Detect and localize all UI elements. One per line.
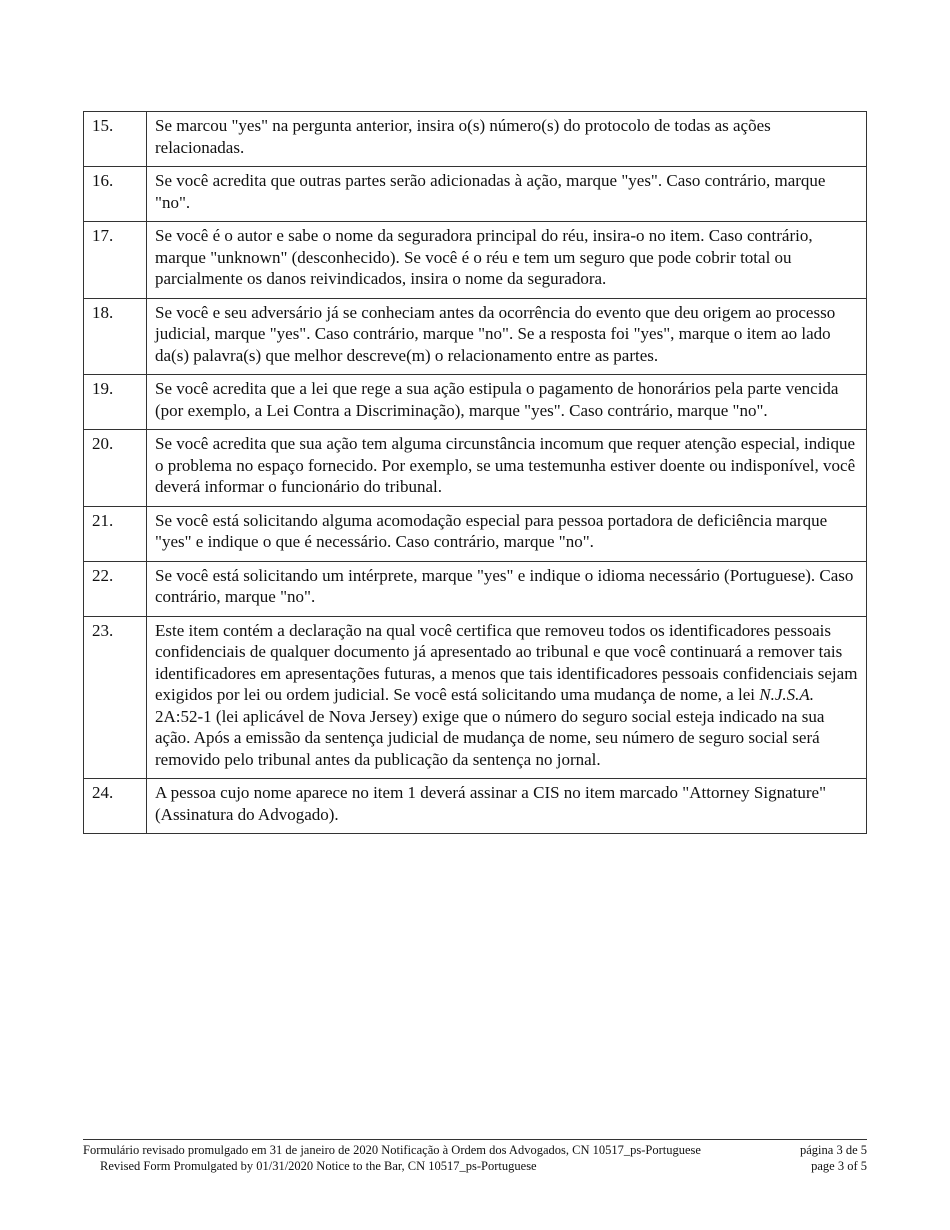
item-number: 20. <box>84 430 147 507</box>
footer-form-revision-pt: Formulário revisado promulgado em 31 de janeiro de 2020 Notificação à Ordem dos Advogados, CN 10517_ps-Portuguese <box>83 1143 701 1157</box>
instruction-row <box>84 298 867 375</box>
instruction-row <box>84 430 867 507</box>
page-footer <box>83 1139 867 1174</box>
instruction-text-segment: Se você acredita que a lei que rege a sua ação estipula o pagamento de honorários pela parte vencida (por exemplo, a Lei Contra a Discriminação), marque "yes". Caso contrário, marque "no". <box>155 379 839 420</box>
item-instruction-text <box>147 222 867 299</box>
item-number: 16. <box>84 167 147 222</box>
instruction-row <box>84 112 867 167</box>
instruction-text-segment: Se você acredita que outras partes serão adicionadas à ação, marque "yes". Caso contrário, marque "no". <box>155 171 826 212</box>
item-number: 22. <box>84 561 147 616</box>
item-number: 23. <box>84 616 147 779</box>
instruction-row <box>84 779 867 834</box>
instruction-text-segment: Este item contém a declaração na qual você certifica que removeu todos os identificadores pessoais confidenciais de qualquer documento já apresentado ao tribunal e que você continuará a remover tais identificadores em apresentações futuras, a menos que tais identificadores pessoais confidenciais sejam exigidos por lei ou ordem judicial. Se você está solicitando uma mudança de nome, a lei <box>155 620 858 704</box>
item-instruction-text <box>147 298 867 375</box>
instruction-text-segment: Se você é o autor e sabe o nome da seguradora principal do réu, insira-o no item. Caso contrário, marque "unknown" (desconhecido). Se você é o réu e tem um seguro que pode cobrir total ou parcialmente os danos reivindicados, insira o nome da seguradora. <box>155 226 813 288</box>
statute-citation: N.J.S.A. <box>759 685 815 704</box>
item-instruction-text <box>147 616 867 779</box>
instructions-table <box>83 111 867 834</box>
instruction-row <box>84 506 867 561</box>
item-instruction-text <box>147 506 867 561</box>
item-instruction-text <box>147 779 867 834</box>
instruction-text-segment: Se você e seu adversário já se conheciam antes da ocorrência do evento que deu origem ao processo judicial, marque "yes". Caso contrário, marque "no". Se a resposta foi "yes", marque o item ao lado da(s) palavra(s) que melhor descreve(m) o relacionamento entre as partes. <box>155 302 836 365</box>
item-instruction-text <box>147 167 867 222</box>
instruction-row <box>84 222 867 299</box>
item-number: 24. <box>84 779 147 834</box>
instruction-row <box>84 561 867 616</box>
instruction-row <box>84 375 867 430</box>
instructions-body <box>84 112 867 834</box>
item-instruction-text <box>147 561 867 616</box>
instruction-row <box>84 167 867 222</box>
footer-page-number-en: page 3 of 5 <box>811 1159 867 1173</box>
item-number: 15. <box>84 112 147 167</box>
item-instruction-text <box>147 430 867 507</box>
instruction-text-segment: Se marcou "yes" na pergunta anterior, insira o(s) número(s) do protocolo de todas as ações relacionadas. <box>155 116 771 157</box>
footer-page-number-pt: página 3 de 5 <box>800 1143 867 1157</box>
item-number: 17. <box>84 222 147 299</box>
footer-english-row <box>83 1158 867 1174</box>
item-instruction-text <box>147 375 867 430</box>
item-number: 19. <box>84 375 147 430</box>
item-number: 18. <box>84 298 147 375</box>
item-number: 21. <box>84 506 147 561</box>
instruction-text-segment: A pessoa cujo nome aparece no item 1 deverá assinar a CIS no item marcado "Attorney Signature" (Assinatura do Advogado). <box>155 783 827 824</box>
instruction-text-segment: 2A:52-1 (lei aplicável de Nova Jersey) exige que o número do seguro social esteja indicado na sua ação. Após a emissão da sentença judicial de mudança de nome, seu número de seguro social será removido pelo tribunal antes da publicação da sentença no jornal. <box>155 706 825 769</box>
item-instruction-text <box>147 112 867 167</box>
instruction-text-segment: Se você está solicitando um intérprete, marque "yes" e indique o idioma necessário (Portuguese). Caso contrário, marque "no". <box>155 565 854 606</box>
instruction-text-segment: Se você está solicitando alguma acomodação especial para pessoa portadora de deficiência marque "yes" e indique o que é necessário. Caso contrário, marque "no". <box>155 510 828 551</box>
footer-portuguese-row <box>83 1142 867 1158</box>
footer-form-revision-en: Revised Form Promulgated by 01/31/2020 Notice to the Bar, CN 10517_ps-Portuguese <box>100 1159 537 1173</box>
instruction-row <box>84 616 867 779</box>
instruction-text-segment: Se você acredita que sua ação tem alguma circunstância incomum que requer atenção especial, indique o problema no espaço fornecido. Por exemplo, se uma testemunha estiver doente ou indisponível, você deverá informar o funcionário do tribunal. <box>155 434 856 496</box>
